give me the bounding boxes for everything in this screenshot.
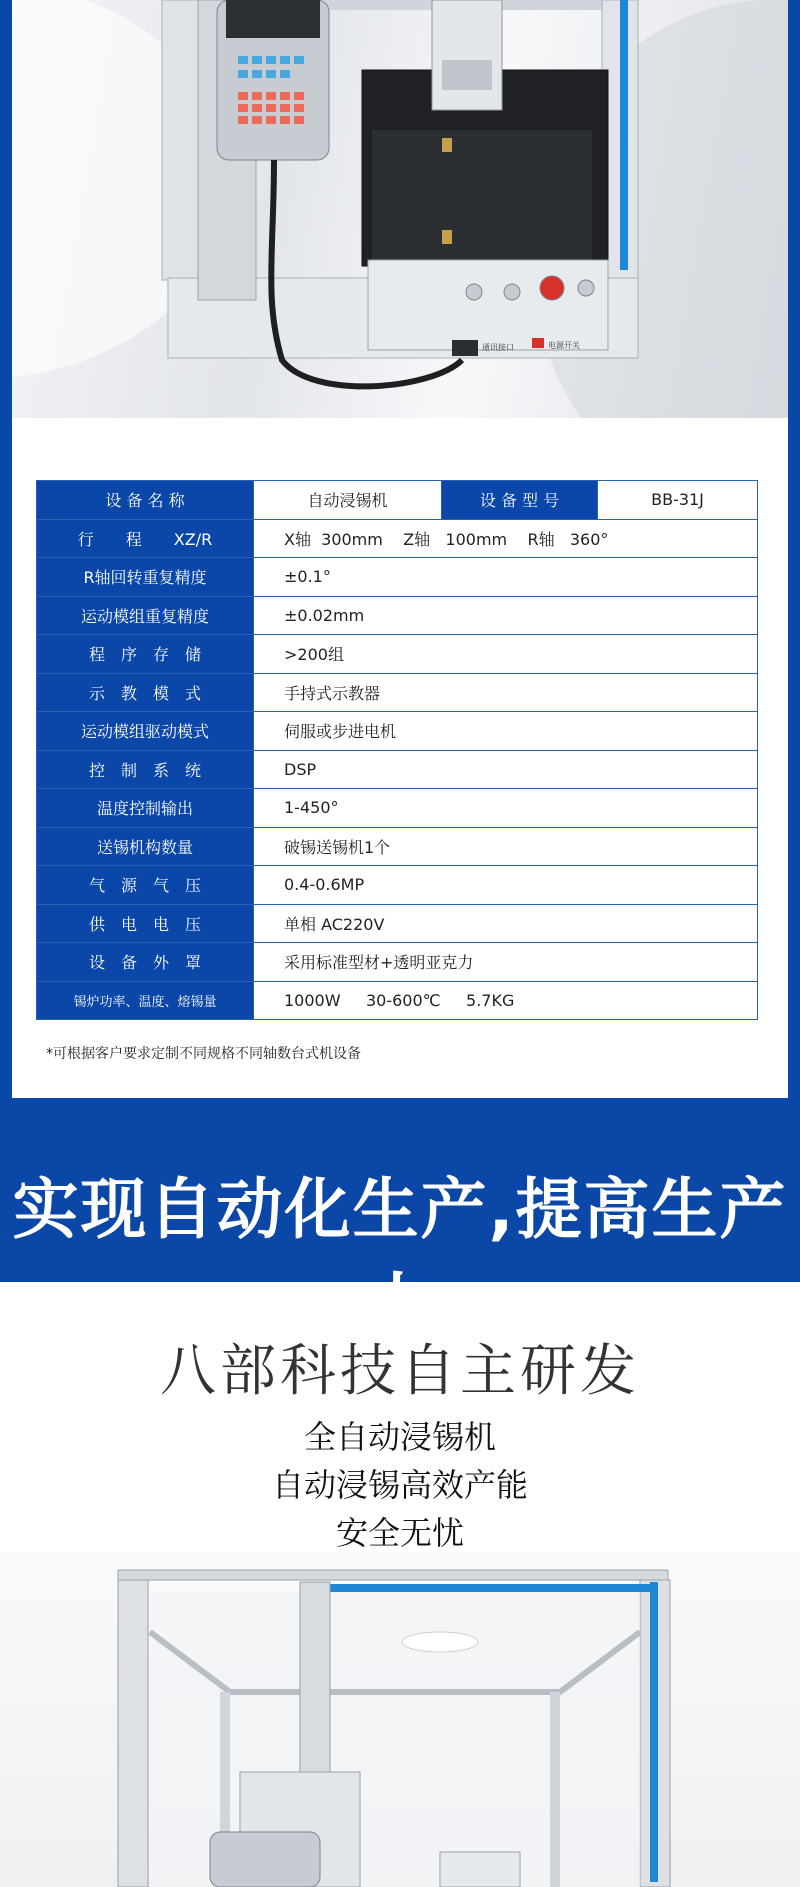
machine-illustration-bottom [0,1552,800,1887]
spec-value: 1-450° [254,789,758,828]
spec-label: 锡炉功率、温度、熔锡量 [37,981,254,1020]
spec-label: R轴回转重复精度 [37,558,254,597]
spec-value-model: BB-31J [598,481,758,520]
spec-row [37,673,758,712]
spec-row [37,712,758,751]
spec-label-model: 设 备 型 号 [442,481,598,520]
spec-label: 示 教 模 式 [37,673,254,712]
customization-note: *可根据客户要求定制不同规格不同轴数台式机设备 [46,1046,361,1062]
spec-label: 送锡机构数量 [37,827,254,866]
spec-value: DSP [254,750,758,789]
spec-row [37,789,758,828]
spec-row [37,750,758,789]
spec-label-name: 设 备 名 称 [37,481,254,520]
spec-label: 运动模组重复精度 [37,596,254,635]
spec-label: 设 备 外 罩 [37,943,254,982]
spec-label: 供 电 电 压 [37,904,254,943]
spec-row [37,635,758,674]
spec-label: 行 程 XZ/R [37,519,254,558]
intro-section [0,1282,800,1887]
intro-heading: 八部科技自主研发 [160,1339,640,1404]
intro-line-2: 自动浸锡高效产能 [271,1466,528,1504]
spec-value: 手持式示教器 [254,673,758,712]
machine-photo-top [12,0,788,418]
spec-value: 0.4-0.6MP [254,866,758,905]
spec-value-name: 自动浸锡机 [254,481,442,520]
spec-value: 破锡送锡机1个 [254,827,758,866]
spec-label: 温度控制输出 [37,789,254,828]
spec-label: 程 序 存 储 [37,635,254,674]
spec-row [37,558,758,597]
spec-header-row [37,481,758,520]
comm-port-label: 通讯接口 [482,343,514,352]
spec-value: X轴 300mm Z轴 100mm R轴 360° [254,519,758,558]
intro-line-3: 安全无忧 [335,1514,464,1552]
intro-line-1: 全自动浸锡机 [303,1418,496,1456]
machine-photo-bottom [0,1552,800,1887]
spec-row [37,519,758,558]
slogan-banner [0,1098,800,1282]
spec-value: 采用标准型材+透明亚克力 [254,943,758,982]
machine-illustration-top [12,0,788,418]
spec-row [37,866,758,905]
spec-row [37,943,758,982]
spec-row [37,981,758,1020]
spec-value: >200组 [254,635,758,674]
spec-row [37,827,758,866]
banner-title: 实现自动化生产,提高生产 [12,1171,788,1248]
spec-row [37,904,758,943]
spec-value: 伺服或步进电机 [254,712,758,751]
power-switch-label: 电源开关 [548,341,580,350]
spec-value: ±0.02mm [254,596,758,635]
spec-table [36,480,758,1020]
spec-value: 单相 AC220V [254,904,758,943]
spec-label: 控 制 系 统 [37,750,254,789]
spec-label: 运动模组驱动模式 [37,712,254,751]
spec-value: 1000W 30-600℃ 5.7KG [254,981,758,1020]
spec-panel [12,0,788,1098]
spec-value: ±0.1° [254,558,758,597]
spec-label: 气 源 气 压 [37,866,254,905]
spec-row [37,596,758,635]
